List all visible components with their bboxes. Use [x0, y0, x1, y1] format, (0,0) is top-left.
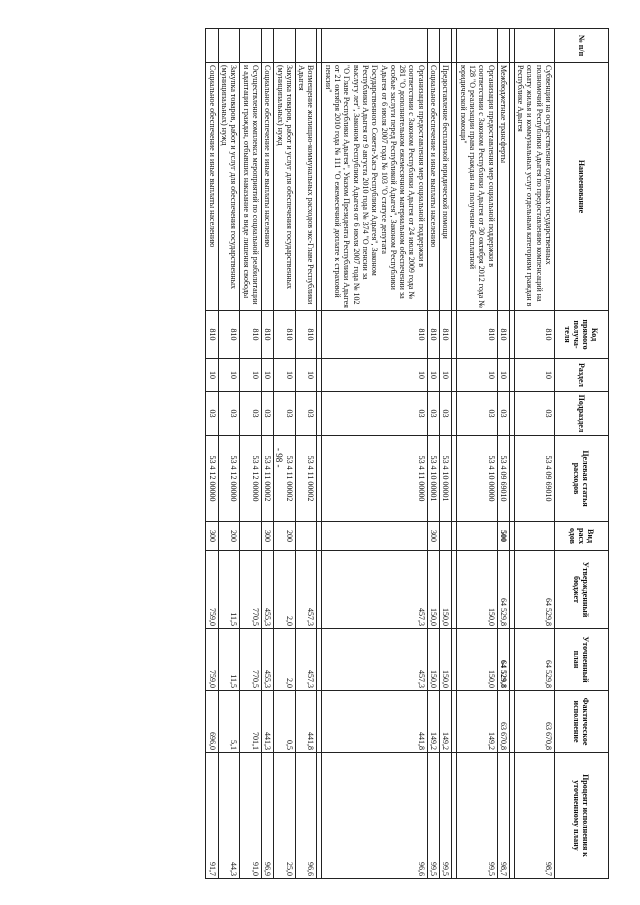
- header-actual: Фактическое исполнение: [555, 691, 609, 753]
- cell-percent: 99,5: [440, 753, 452, 879]
- cell-plan: 770,5: [240, 629, 262, 691]
- cell-percent: 44,3: [218, 753, 240, 879]
- cell-target: 53 4 10 00001: [440, 436, 452, 522]
- cell-num: [427, 29, 439, 63]
- cell-approved: 150,0: [457, 551, 497, 629]
- header-plan: Уточненный план: [555, 629, 609, 691]
- cell-plan: 150,0: [440, 629, 452, 691]
- cell-approved: 457,3: [295, 551, 317, 629]
- cell-plan: 2,0: [274, 629, 296, 691]
- cell-plan: 457,3: [295, 629, 317, 691]
- cell-vid: 300: [427, 522, 439, 551]
- cell-actual: 149,2: [440, 691, 452, 753]
- cell-actual: 149,2: [457, 691, 497, 753]
- header-num: № п/п: [555, 29, 609, 63]
- cell-code: 810: [440, 311, 452, 359]
- cell-vid: 300: [261, 522, 273, 551]
- cell-name: Предоставление бесплатной юридической помощи: [440, 63, 452, 311]
- cell-subsection: 03: [497, 392, 509, 436]
- cell-subsection: 03: [274, 392, 296, 436]
- cell-code: 810: [206, 311, 218, 359]
- cell-vid: 200: [274, 522, 296, 551]
- cell-name: Закупка товаров, работ и услуг для обеспечения государственных (муниципальных) нужд: [218, 63, 240, 311]
- cell-subsection: 03: [322, 392, 427, 436]
- cell-subsection: 03: [457, 392, 497, 436]
- cell-section: 10: [427, 359, 439, 392]
- cell-num: [274, 29, 296, 63]
- table-header: [555, 29, 609, 879]
- cell-approved: 770,5: [240, 551, 262, 629]
- table-row: [240, 29, 262, 879]
- cell-section: 10: [457, 359, 497, 392]
- cell-target: 53 4 11 00002: [274, 436, 296, 522]
- cell-name: Межбюджетные трансферты: [497, 63, 509, 311]
- cell-actual: 63 670,8: [497, 691, 509, 753]
- header-percent: Процент исполнения к уточненному плану: [555, 753, 609, 879]
- cell-section: 10: [206, 359, 218, 392]
- cell-approved: 759,0: [206, 551, 218, 629]
- cell-target: 53 4 12 00000: [206, 436, 218, 522]
- row-gap: [509, 29, 514, 879]
- cell-actual: 701,1: [240, 691, 262, 753]
- cell-percent: 96,9: [261, 753, 273, 879]
- cell-code: 810: [427, 311, 439, 359]
- cell-section: 10: [261, 359, 273, 392]
- cell-code: 810: [274, 311, 296, 359]
- cell-percent: 98,7: [497, 753, 509, 879]
- cell-name: Организация предоставления мер социальной поддержки в соответствии с Законом Республики Адыгея от 24 июля 2009 года № 281 "О дополнительном ежемесячном материальном обеспечении за особые заслуги перед Республикой Адыгея", Законом Республики Адыгея от 6 июля 2007 года № 103 "О статусе депутата Государственного Совета-Хасэ Республики Адыгея", Законом Республики Адыгея от 9 августа 2010 года № 374 "О пенсии за выслугу лет", Законом Республики Адыгея от 6 июля 2007 года № 102 "О Главе Республики Адыгея", Указом Президента Республики Адыгея от 21 октября 2010 года № 111 "О ежемесячной доплате к страховой пенсии": [322, 63, 427, 311]
- cell-plan: 150,0: [427, 629, 439, 691]
- cell-subsection: 03: [295, 392, 317, 436]
- cell-vid: [295, 522, 317, 551]
- cell-section: 10: [322, 359, 427, 392]
- cell-vid: 500: [497, 522, 509, 551]
- cell-name: Социальное обеспечение и иные выплаты населению: [206, 63, 218, 311]
- cell-actual: 63 670,8: [514, 691, 554, 753]
- cell-vid: 200: [218, 522, 240, 551]
- cell-vid: [514, 522, 554, 551]
- cell-name: Закупка товаров, работ и услуг для обеспечения государственных (муниципальных) нужд: [274, 63, 296, 311]
- cell-name: Субвенции на осуществление отдельных государственных полномочий Республики Адыгея по предоставлению компенсаций на оплату жилья и коммунальных услуг отдельным категориям граждан в Республике Адыгея: [514, 63, 554, 311]
- cell-actual: 696,0: [206, 691, 218, 753]
- cell-subsection: 03: [218, 392, 240, 436]
- table-row: [261, 29, 273, 879]
- cell-name: Организация предоставления мер социальной поддержки в соответствии с Законом Республики Адыгея от 30 октября 2012 года № 128 "О реализации права граждан на получение бесплатной юридической помощи": [457, 63, 497, 311]
- cell-actual: 441,8: [322, 691, 427, 753]
- header-target: Целевая статья расходов: [555, 436, 609, 522]
- header-subsection: Подраздел: [555, 392, 609, 436]
- table-row: [497, 29, 509, 879]
- cell-code: 810: [218, 311, 240, 359]
- cell-approved: 2,0: [274, 551, 296, 629]
- cell-section: 10: [440, 359, 452, 392]
- cell-plan: 150,0: [457, 629, 497, 691]
- cell-code: 810: [322, 311, 427, 359]
- cell-code: 810: [457, 311, 497, 359]
- cell-approved: 11,5: [218, 551, 240, 629]
- header-approved: Утвержденный бюджет: [555, 551, 609, 629]
- cell-percent: 99,5: [457, 753, 497, 879]
- cell-subsection: 03: [427, 392, 439, 436]
- table-row: [322, 29, 427, 879]
- row-gap: [317, 29, 322, 879]
- cell-target: 53 4 12 00000: [218, 436, 240, 522]
- table-row: [440, 29, 452, 879]
- table-row: [274, 29, 296, 879]
- cell-section: 10: [295, 359, 317, 392]
- table-row: [514, 29, 554, 879]
- cell-num: [497, 29, 509, 63]
- cell-approved: 150,0: [440, 551, 452, 629]
- cell-percent: 91,7: [206, 753, 218, 879]
- cell-num: [218, 29, 240, 63]
- cell-target: 53 4 10 00001: [427, 436, 439, 522]
- row-gap: [452, 29, 457, 879]
- cell-num: [261, 29, 273, 63]
- cell-code: 810: [514, 311, 554, 359]
- table-row: [206, 29, 218, 879]
- cell-num: [440, 29, 452, 63]
- cell-actual: 441,8: [295, 691, 317, 753]
- cell-approved: 457,3: [322, 551, 427, 629]
- cell-target: 53 4 11 00002: [295, 436, 317, 522]
- cell-approved: 64 529,8: [497, 551, 509, 629]
- cell-actual: 149,2: [427, 691, 439, 753]
- cell-subsection: 03: [440, 392, 452, 436]
- cell-num: [322, 29, 427, 63]
- cell-percent: 91,0: [240, 753, 262, 879]
- cell-plan: 455,3: [261, 629, 273, 691]
- cell-percent: 99,5: [427, 753, 439, 879]
- header-code: Код прямого получа-теля: [555, 311, 609, 359]
- cell-approved: 64 529,8: [514, 551, 554, 629]
- table-row: [427, 29, 439, 879]
- cell-name: Возмещение жилищно-коммунальных расходов экс-Главе Республики Адыгея: [295, 63, 317, 311]
- cell-plan: 64 529,8: [514, 629, 554, 691]
- cell-section: 10: [218, 359, 240, 392]
- cell-target: 53 4 11 00002: [261, 436, 273, 522]
- cell-target: 53 4 09 69010: [514, 436, 554, 522]
- budget-table: [206, 28, 610, 879]
- cell-actual: 0,5: [274, 691, 296, 753]
- cell-target: 53 4 09 69010: [497, 436, 509, 522]
- cell-plan: 11,5: [218, 629, 240, 691]
- cell-num: [206, 29, 218, 63]
- cell-actual: 5,1: [218, 691, 240, 753]
- cell-vid: [322, 522, 427, 551]
- cell-plan: 759,0: [206, 629, 218, 691]
- cell-section: 10: [497, 359, 509, 392]
- table-row: [457, 29, 497, 879]
- cell-name: Социальное обеспечение и иные выплаты населению: [261, 63, 273, 311]
- cell-subsection: 03: [261, 392, 273, 436]
- header-section: Раздел: [555, 359, 609, 392]
- header-vid: Вид расх одов: [555, 522, 609, 551]
- cell-plan: 64 529,8: [497, 629, 509, 691]
- cell-vid: 300: [206, 522, 218, 551]
- cell-num: [514, 29, 554, 63]
- cell-name: Осуществление комплекса мероприятий по социальной реабилитации и адаптации граждан, отбывших наказание в виде лишения свободы: [240, 63, 262, 311]
- cell-approved: 150,0: [427, 551, 439, 629]
- cell-percent: 25,0: [274, 753, 296, 879]
- cell-percent: 96,6: [295, 753, 317, 879]
- cell-subsection: 03: [240, 392, 262, 436]
- cell-name: Социальное обеспечение и иные выплаты населению: [427, 63, 439, 311]
- table-row: [218, 29, 240, 879]
- cell-subsection: 03: [206, 392, 218, 436]
- cell-subsection: 03: [514, 392, 554, 436]
- cell-target: 53 4 11 00000: [322, 436, 427, 522]
- cell-vid: [240, 522, 262, 551]
- cell-code: 810: [261, 311, 273, 359]
- cell-vid: [457, 522, 497, 551]
- rotated-page: [40, 28, 609, 878]
- cell-plan: 457,3: [322, 629, 427, 691]
- cell-actual: 441,3: [261, 691, 273, 753]
- cell-code: 810: [497, 311, 509, 359]
- cell-section: 10: [274, 359, 296, 392]
- cell-code: 810: [240, 311, 262, 359]
- cell-num: [457, 29, 497, 63]
- table-row: [295, 29, 317, 879]
- cell-num: [240, 29, 262, 63]
- header-name: Наименование: [555, 63, 609, 311]
- cell-percent: 96,6: [322, 753, 427, 879]
- cell-code: 810: [295, 311, 317, 359]
- cell-target: 53 4 10 00000: [457, 436, 497, 522]
- cell-target: 53 4 12 00000: [240, 436, 262, 522]
- cell-section: 10: [240, 359, 262, 392]
- cell-percent: 98,7: [514, 753, 554, 879]
- cell-section: 10: [514, 359, 554, 392]
- cell-approved: 455,3: [261, 551, 273, 629]
- page-number: - 98 -: [274, 448, 284, 468]
- cell-num: [295, 29, 317, 63]
- cell-vid: [440, 522, 452, 551]
